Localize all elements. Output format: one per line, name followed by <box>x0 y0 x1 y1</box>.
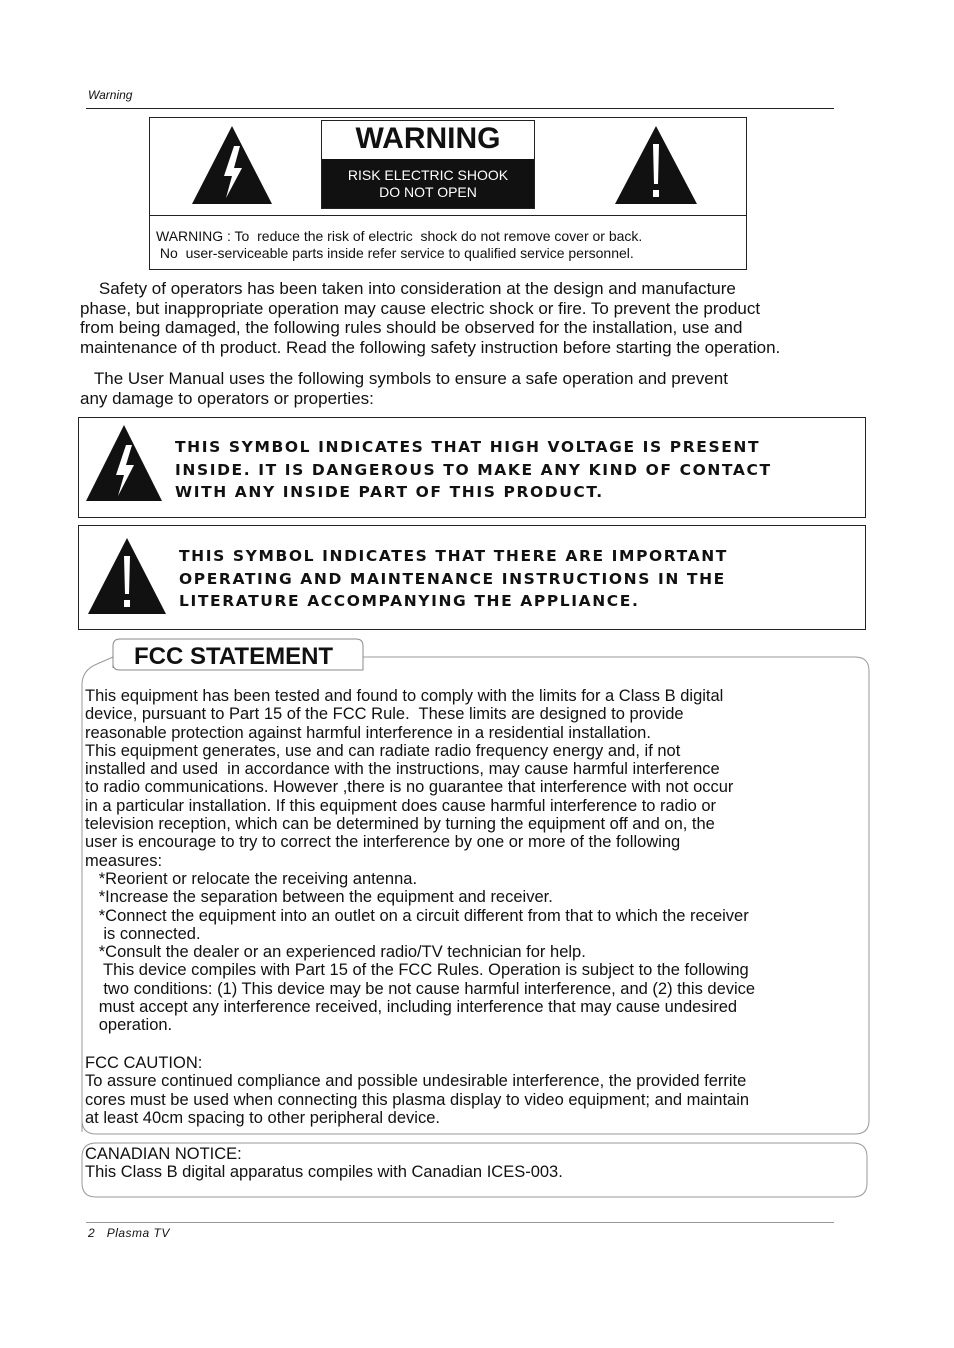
text-line: two conditions: (1) This device may be not cause harmful interference, and (2) this device <box>85 979 756 998</box>
text-line: reasonable protection against harmful interference in a residential installation. <box>85 723 651 742</box>
warning-note-line-2: No user-serviceable parts inside refer service to qualified service personnel. <box>156 245 634 261</box>
text-line: *Increase the separation between the equipment and receiver. <box>85 888 553 907</box>
text-line: *Connect the equipment into an outlet on a circuit different from that to which the receiver <box>85 906 749 925</box>
text-line: measures: <box>85 851 163 870</box>
text-line: *Consult the dealer or an experienced radio/TV technician for help. <box>85 943 586 962</box>
warning-subtitle-line-2: DO NOT OPEN <box>379 184 477 200</box>
fcc-caution-title: FCC CAUTION: <box>85 1054 203 1072</box>
page-number: 2 <box>88 1226 96 1240</box>
section-label: Warning <box>88 88 133 102</box>
text-line: phase, but inappropriate operation may cause electric shock or fire. To prevent the product <box>80 298 761 318</box>
text-line: television reception, which can be determined by turning the equipment off and on, the <box>85 815 715 834</box>
text-line: This device compiles with Part 15 of the FCC Rules. Operation is subject to the following <box>85 961 749 980</box>
text-line: This equipment has been tested and found to comply with the limits for a Class B digital <box>85 687 724 705</box>
text-line: THIS SYMBOL INDICATES THAT HIGH VOLTAGE IS PRESENT <box>175 438 761 456</box>
text-line: OPERATING AND MAINTENANCE INSTRUCTIONS IN THE <box>179 569 726 588</box>
text-line: installed and used in accordance with the instructions, may cause harmful interference <box>85 760 720 779</box>
text-line: device, pursuant to Part 15 of the FCC Rule. These limits are designed to provide <box>85 705 684 724</box>
text-line: user is encourage to try to correct the interference by one or more of the following <box>85 833 681 852</box>
text-line: cores must be used when connecting this plasma display to video equipment; and maintain <box>85 1090 750 1109</box>
text-line: To assure continued compliance and possible undesirable interference, the provided ferrite <box>85 1072 747 1091</box>
product-name: Plasma TV <box>106 1226 170 1240</box>
footer-divider <box>86 1222 834 1223</box>
canadian-notice-title: CANADIAN NOTICE: <box>85 1145 242 1163</box>
fcc-statement-title: FCC STATEMENT <box>134 643 334 670</box>
fcc-caution <box>85 1054 865 1127</box>
text-line: WITH ANY INSIDE PART OF THIS PRODUCT. <box>175 483 604 502</box>
text-line: must accept any interference received, including interference that may cause undesired <box>85 998 738 1017</box>
text-line: is connected. <box>85 924 201 943</box>
text-line: INSIDE. IT IS DANGEROUS TO MAKE ANY KIND OF CONTACT <box>175 460 772 479</box>
text-line: maintenance of th product. Read the following safety instruction before starting the operation. <box>80 337 781 357</box>
canadian-notice-text: This Class B digital apparatus compiles with Canadian ICES-003. <box>85 1163 563 1182</box>
fcc-statement-body <box>85 687 865 1035</box>
text-line: from being damaged, the following rules should be observed for the installation, use and <box>80 318 743 338</box>
text-line: Safety of operators has been taken into consideration at the design and manufacture <box>80 279 736 298</box>
canadian-notice <box>85 1145 865 1182</box>
page-footer <box>88 1226 170 1240</box>
text-line: at least 40cm spacing to other peripheral device. <box>85 1108 440 1127</box>
text-line: *Reorient or relocate the receiving antenna. <box>85 869 418 888</box>
warning-title: WARNING <box>355 122 501 155</box>
text-line: to radio communications. However ,there is no guarantee that interference with not occur <box>85 778 734 797</box>
warning-note-line-1: WARNING : To reduce the risk of electric shock do not remove cover or back. <box>156 228 643 244</box>
text-line: any damage to operators or properties: <box>80 388 374 408</box>
warning-subtitle-line-1: RISK ELECTRIC SHOOK <box>347 167 509 183</box>
text-line: The User Manual uses the following symbols to ensure a safe operation and prevent <box>80 369 728 388</box>
text-line: LITERATURE ACCOMPANYING THE APPLIANCE. <box>179 592 640 611</box>
text-line: operation. <box>85 1016 173 1035</box>
text-line: This equipment generates, use and can radiate radio frequency energy and, if not <box>85 741 681 760</box>
text-line: THIS SYMBOL INDICATES THAT THERE ARE IMPORTANT <box>179 547 728 565</box>
text-line: in a particular installation. If this equipment does cause harmful interference to radio or <box>85 796 717 815</box>
